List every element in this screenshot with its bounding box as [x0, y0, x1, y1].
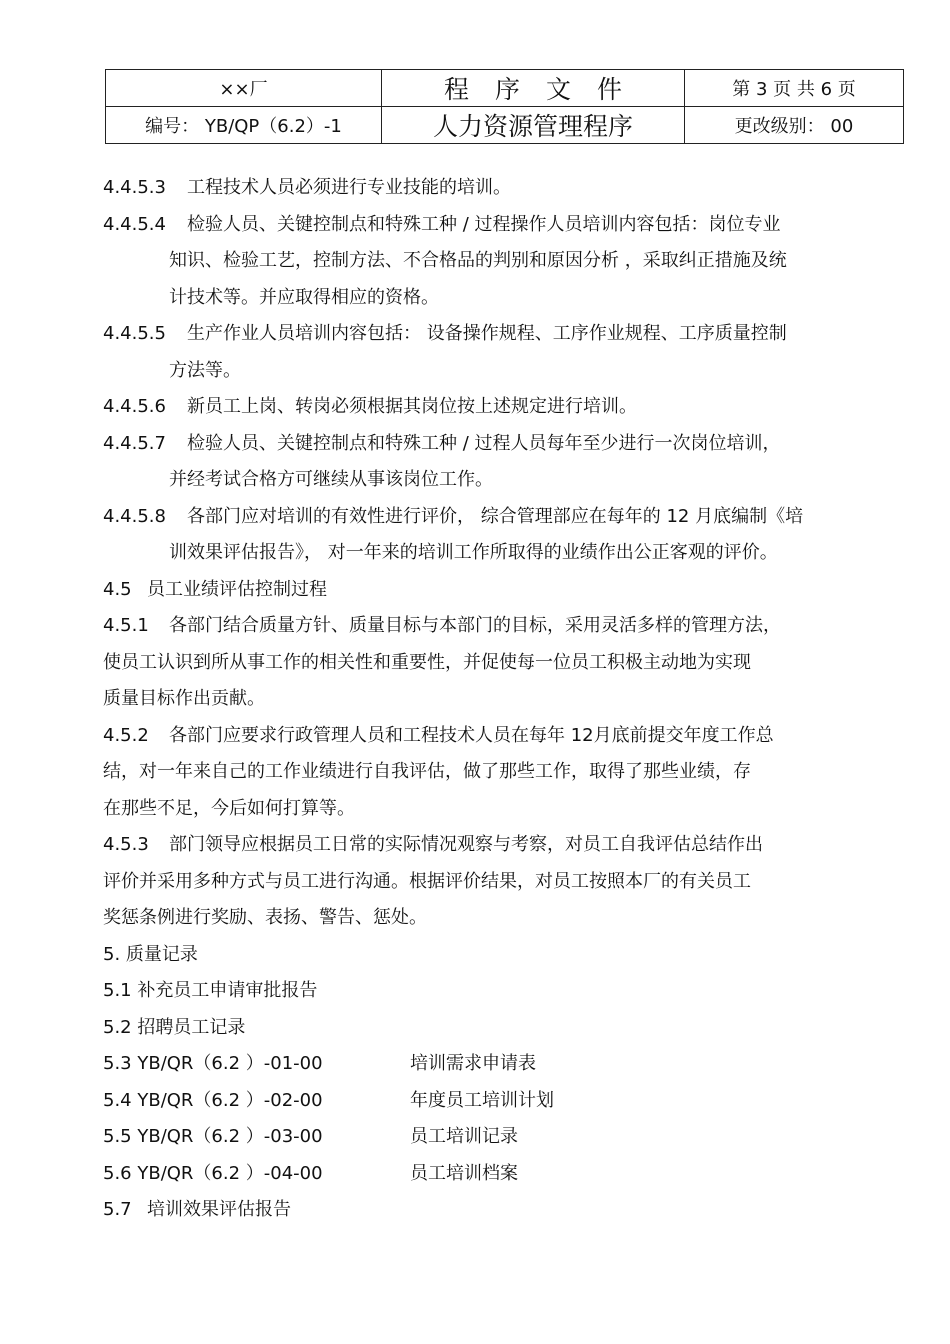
- revision-level: 更改级别： 00: [685, 107, 904, 144]
- clause-continuation: 计技术等。并应取得相应的资格。: [169, 286, 439, 308]
- clause-continuation: 奖惩条例进行奖励、表扬、警告、惩处。: [103, 907, 427, 928]
- clause-text: 生产作业人员培训内容包括： 设备操作规程、工序作业规程、工序质量控制: [187, 323, 787, 344]
- record-code: 5.4 YB/QR（6.2 ）-02-00: [103, 1089, 323, 1111]
- record-item: [103, 1046, 903, 1083]
- record-item: 5.2 招聘员工记录: [103, 1016, 246, 1038]
- section-5-heading: 5. 质量记录: [103, 943, 198, 965]
- clause-text: 部门领导应根据员工日常的实际情况观察与考察，对员工自我评估总结作出: [169, 834, 763, 855]
- clause-4-4-5-7: [103, 426, 903, 463]
- clause-4-5-2: [103, 718, 903, 755]
- header-row-2: [106, 107, 904, 144]
- clause-continuation: 方法等。: [169, 359, 241, 381]
- clause-text: 工程技术人员必须进行专业技能的培训。: [187, 177, 511, 198]
- clause-number: 4.4.5.6: [103, 396, 166, 417]
- record-name: 员工培训记录: [410, 1126, 518, 1147]
- clause-text: 检验人员、关键控制点和特殊工种 / 过程人员每年至少进行一次岗位培训，: [187, 432, 781, 454]
- record-code: 5.5 YB/QR（6.2 ）-03-00: [103, 1126, 323, 1147]
- section-4-5-heading: [103, 572, 903, 609]
- clause-number: 4.5.3: [103, 834, 149, 855]
- record-item: 5.1 补充员工申请审批报告: [103, 980, 318, 1001]
- header-row-1: [106, 70, 904, 107]
- record-name: 员工培训档案: [410, 1162, 518, 1184]
- record-item: [103, 1156, 903, 1193]
- clause-4-4-5-5: [103, 316, 903, 353]
- record-name: 培训效果评估报告: [147, 1199, 291, 1220]
- clause-number: 4.4.5.5: [103, 323, 166, 344]
- clause-text: 检验人员、关键控制点和特殊工种 / 过程操作人员培训内容包括：岗位专业: [187, 213, 781, 235]
- section-title: 员工业绩评估控制过程: [147, 578, 327, 600]
- clause-continuation: 结，对一年来自己的工作业绩进行自我评估，做了那些工作，取得了那些业绩，存: [103, 761, 751, 782]
- document-header-table: [105, 69, 904, 144]
- clause-text: 各部门应对培训的有效性进行评价， 综合管理部应在每年的 12 月底编制《培: [187, 505, 804, 527]
- clause-number: 4.4.5.4: [103, 213, 166, 235]
- clause-4-5-3: [103, 827, 903, 864]
- clause-number: 4.5.2: [103, 724, 149, 746]
- clause-continuation: 在那些不足，今后如何打算等。: [103, 797, 355, 819]
- clause-4-4-5-8: [103, 499, 903, 536]
- record-code: 5.3 YB/QR（6.2 ）-01-00: [103, 1053, 323, 1074]
- clause-text: 新员工上岗、转岗必须根据其岗位按上述规定进行培训。: [187, 396, 637, 417]
- clause-number: 4.5.1: [103, 615, 149, 636]
- clause-text: 各部门应要求行政管理人员和工程技术人员在每年 12月底前提交年度工作总: [169, 724, 774, 746]
- page-info: 第 3 页 共 6 页: [685, 70, 904, 107]
- record-code: 5.6 YB/QR（6.2 ）-04-00: [103, 1162, 323, 1184]
- clause-4-4-5-6: [103, 389, 903, 426]
- record-number: 5.7: [103, 1199, 132, 1220]
- clause-4-4-5-3: [103, 170, 903, 207]
- record-item: [103, 1119, 903, 1156]
- clause-continuation: 并经考试合格方可继续从事该岗位工作。: [169, 469, 493, 490]
- document-body: [103, 170, 903, 1229]
- document-title: 人力资源管理程序: [382, 107, 685, 144]
- clause-continuation: 训效果评估报告》， 对一年来的培训工作所取得的业绩作出公正客观的评价。: [169, 542, 778, 563]
- clause-number: 4.4.5.8: [103, 505, 166, 527]
- section-number: 4.5: [103, 578, 132, 600]
- document-type: 程序文件: [382, 70, 685, 107]
- record-name: 培训需求申请表: [410, 1053, 536, 1074]
- clause-number: 4.4.5.3: [103, 177, 166, 198]
- clause-continuation: 评价并采用多种方式与员工进行沟通。根据评价结果，对员工按照本厂的有关员工: [103, 870, 751, 892]
- record-name: 年度员工培训计划: [410, 1089, 554, 1111]
- clause-continuation: 质量目标作出贡献。: [103, 688, 265, 709]
- clause-4-4-5-4: [103, 207, 903, 244]
- clause-text: 各部门结合质量方针、质量目标与本部门的目标，采用灵活多样的管理方法，: [169, 615, 781, 636]
- document-number: 编号： YB/QP（6.2）-1: [106, 107, 382, 144]
- record-item: [103, 1192, 903, 1229]
- clause-continuation: 知识、检验工艺，控制方法、不合格品的判别和原因分析 ，采取纠正措施及统: [169, 250, 787, 271]
- clause-number: 4.4.5.7: [103, 432, 166, 454]
- clause-continuation: 使员工认识到所从事工作的相关性和重要性，并促使每一位员工积极主动地为实现: [103, 651, 751, 673]
- record-item: [103, 1083, 903, 1120]
- factory-name: ××厂: [106, 70, 382, 107]
- clause-4-5-1: [103, 608, 903, 645]
